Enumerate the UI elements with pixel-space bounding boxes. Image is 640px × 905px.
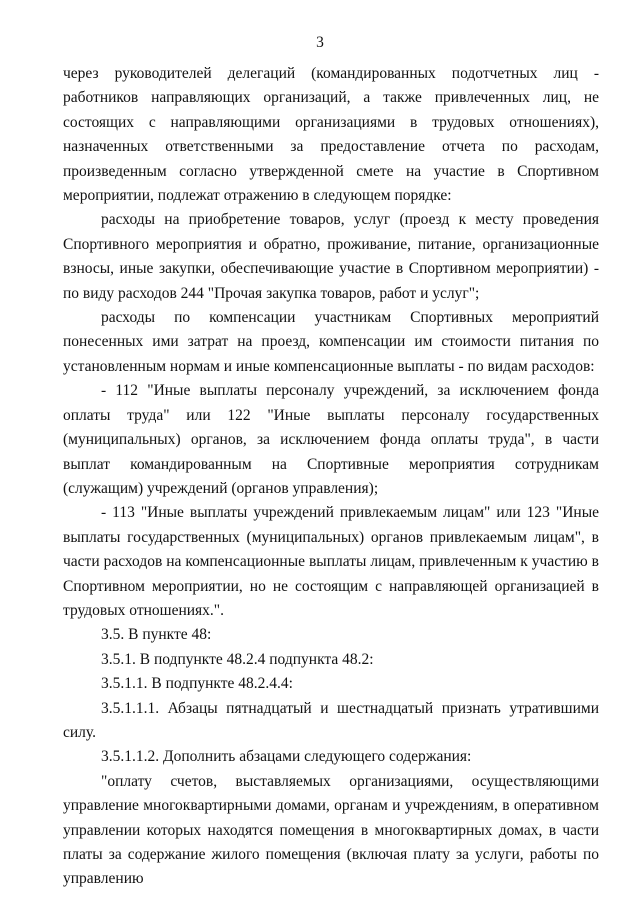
- paragraph-item-3-5: 3.5. В пункте 48:: [101, 626, 212, 644]
- paragraph-item-3-5-1-1-2: 3.5.1.1.2. Дополнить абзацами следующего содержания:: [101, 748, 472, 766]
- paragraph-quoted-addition: "оплату счетов, выставляемых организациями, осуществляющими управление многоквартирными домами, органам и учреждениям, в оперативном управлении которых находятся помещения в многоквартирных домах, в части платы за содержание жилого помещения (включая плату за услуги, работы по управлению: [63, 772, 599, 888]
- paragraph-item-3-5-1: 3.5.1. В подпункте 48.2.4 подпункта 48.2:: [101, 650, 374, 668]
- paragraph-item-3-5-1-1-1: 3.5.1.1.1. Абзацы пятнадцатый и шестнадцатый признать утратившими силу.: [63, 699, 599, 741]
- paragraph-item-3-5-1-1: 3.5.1.1. В подпункте 48.2.4.4:: [101, 675, 293, 693]
- body-text: [63, 62, 599, 892]
- paragraph-goods-services: расходы на приобретение товаров, услуг (проезд к месту проведения Спортивного мероприятия и обратно, проживание, питание, организационные взносы, иные закупки, обеспечивающие участие в Спортивном мероприятии) - по виду расходов 244 "Прочая закупка товаров, работ и услуг";: [63, 211, 599, 302]
- paragraph-compensation: расходы по компенсации участникам Спортивных мероприятий понесенных ими затрат на проезд, компенсации им стоимости питания по установленным нормам и иные компенсационные выплаты - по видам расходов:: [63, 309, 599, 375]
- paragraph-code-113: - 113 "Иные выплаты учреждений привлекаемым лицам" или 123 "Иные выплаты государственных (муниципальных) органов привлекаемым лицам", в части расходов на компенсационные выплаты лицам, привлеченным к участию в Спортивном мероприятии, но не состоящим с направляющей организацией в трудовых отношениях.".: [63, 504, 599, 619]
- page-number: 3: [316, 34, 324, 51]
- paragraph-continuation: через руководителей делегаций (командированных подотчетных лиц - работников направляющих организаций, а также привлеченных лиц, не состоящих с направляющими организациями в трудовых отношениях), назначенных ответственными за предоставление отчета по расходам, произведенным согласно утвержденной смете на участие в Спортивном мероприятии, подлежат отражению в следующем порядке:: [63, 65, 599, 205]
- paragraph-code-112: - 112 "Иные выплаты персоналу учреждений, за исключением фонда оплаты труда" или 122 "Иные выплаты персоналу государственных (муниципальных) органов, за исключением фонда оплаты труда", в части выплат командированным на Спортивные мероприятия сотрудникам (служащим) учреждений (органов управления);: [63, 382, 599, 497]
